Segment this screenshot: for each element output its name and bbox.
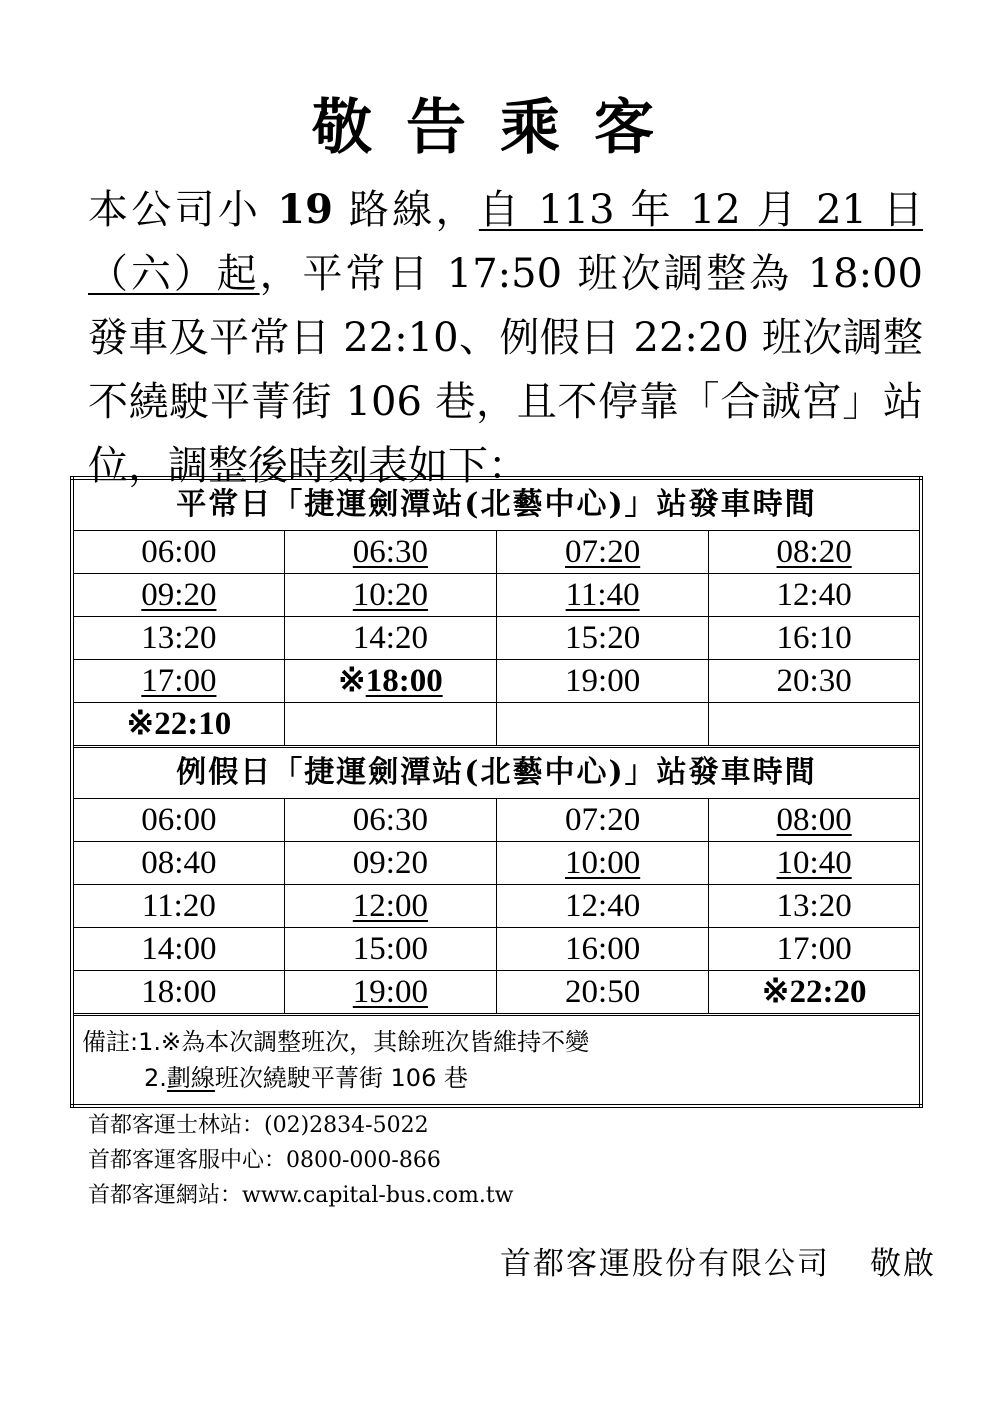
departure-time: 11:40 [565, 577, 640, 613]
departure-time: 22:20 [789, 974, 867, 1010]
weekday-time-cell [709, 574, 921, 617]
holiday-row [72, 928, 921, 971]
holiday-time-cell [709, 799, 921, 842]
departure-time: 13:20 [776, 888, 852, 924]
adjusted-marker: ※ [338, 663, 366, 699]
weekday-header: 平常日「捷運劍潭站(北藝中心)」站發車時間 [72, 478, 921, 531]
note-2-text: 班次繞駛平菁街 106 巷 [214, 1064, 468, 1092]
weekday-time-cell [497, 574, 709, 617]
holiday-time-cell [497, 842, 709, 885]
departure-time: 15:00 [352, 931, 428, 967]
note-2-underlined: 劃線 [166, 1064, 215, 1092]
weekday-time-cell [284, 660, 496, 703]
notes [72, 1015, 921, 1107]
weekday-row [72, 617, 921, 660]
departure-time: 12:40 [565, 888, 641, 924]
holiday-time-cell [709, 842, 921, 885]
weekday-time-cell [72, 574, 284, 617]
departure-time: 18:00 [365, 663, 443, 699]
holiday-row [72, 799, 921, 842]
departure-time: 20:50 [565, 974, 641, 1010]
weekday-time-cell [72, 703, 284, 747]
departure-time: 06:30 [352, 802, 428, 838]
weekday-time-cell [284, 617, 496, 660]
weekday-row [72, 574, 921, 617]
holiday-time-cell [284, 928, 496, 971]
departure-time: 20:30 [776, 663, 852, 699]
route-number: 19 [277, 186, 333, 233]
holiday-time-cell [72, 971, 284, 1015]
departure-time: 09:20 [141, 577, 217, 613]
contact-website: 首都客運網站：www.capital-bus.com.tw [88, 1183, 514, 1208]
departure-time: 08:00 [776, 802, 852, 838]
departure-time: 12:40 [776, 577, 852, 613]
effective-date: 自 113 年 12 月 21 日（六）起 [88, 187, 924, 297]
departure-time: 08:20 [776, 534, 852, 570]
weekday-time-cell [497, 660, 709, 703]
holiday-time-cell [72, 799, 284, 842]
weekday-time-cell [72, 617, 284, 660]
departure-time: 10:20 [352, 577, 428, 613]
intro-text-2: 路線， [332, 187, 479, 233]
departure-time: 06:00 [141, 534, 217, 570]
closing: 敬啟 [870, 1246, 936, 1282]
departure-time: 16:10 [776, 620, 852, 656]
departure-time: 16:00 [565, 931, 641, 967]
weekday-row [72, 531, 921, 574]
weekday-time-cell [284, 703, 496, 747]
departure-time: 11:20 [141, 888, 216, 924]
holiday-row [72, 842, 921, 885]
weekday-row [72, 703, 921, 747]
weekday-time-cell [709, 660, 921, 703]
weekday-time-cell [709, 531, 921, 574]
adjusted-marker: ※ [761, 974, 790, 1010]
weekday-time-cell [72, 660, 284, 703]
holiday-time-cell [284, 799, 496, 842]
company-name: 首都客運股份有限公司 [500, 1246, 830, 1282]
departure-time: 12:00 [352, 888, 428, 924]
departure-time: 14:00 [141, 931, 217, 967]
holiday-time-cell [284, 971, 496, 1015]
holiday-time-cell [497, 885, 709, 928]
departure-time: 13:20 [141, 620, 217, 656]
holiday-time-cell [72, 842, 284, 885]
weekday-time-cell [284, 531, 496, 574]
intro-text-3: ，平常日 17:50 班次調整為 18:00 發車及平常日 22:10、例假日 22:20 班次調整不繞駛平菁街 106 巷，且不停靠「合誠宮」站位，調整後時刻表如下： [88, 251, 923, 489]
holiday-time-cell [709, 928, 921, 971]
weekday-time-cell [72, 531, 284, 574]
holiday-time-cell [709, 885, 921, 928]
contact-shilin-station: 首都客運士林站：(02)2834-5022 [88, 1113, 429, 1138]
departure-time: 14:20 [352, 620, 428, 656]
weekday-time-cell [709, 617, 921, 660]
holiday-time-cell [284, 885, 496, 928]
departure-time: 06:30 [352, 534, 428, 570]
signature [500, 1238, 936, 1283]
departure-time: 07:20 [565, 534, 641, 570]
weekday-time-cell [709, 703, 921, 747]
holiday-time-cell [284, 842, 496, 885]
holiday-row [72, 971, 921, 1015]
contact-customer-service: 首都客運客服中心：0800-000-866 [88, 1148, 441, 1173]
note-2-prefix: 2. [144, 1064, 167, 1092]
notice-body [88, 178, 923, 498]
note-1: 備註:1.※為本次調整班次，其餘班次皆維持不變 [82, 1028, 590, 1056]
departure-time: 15:20 [565, 620, 641, 656]
holiday-time-cell [72, 928, 284, 971]
departure-time: 09:20 [352, 845, 428, 881]
weekday-time-cell [497, 703, 709, 747]
departure-time: 08:40 [141, 845, 217, 881]
departure-time: 17:00 [776, 931, 852, 967]
notice-title: 敬告乘客 [312, 93, 688, 163]
holiday-time-cell [497, 971, 709, 1015]
timetable [70, 476, 923, 1108]
departure-time: 17:00 [141, 663, 217, 699]
weekday-row [72, 660, 921, 703]
departure-time: 06:00 [141, 802, 217, 838]
departure-time: 19:00 [565, 663, 641, 699]
departure-time: 22:10 [154, 706, 232, 742]
holiday-row [72, 885, 921, 928]
weekday-time-cell [497, 617, 709, 660]
contact-info [88, 1108, 514, 1213]
departure-time: 10:40 [776, 845, 852, 881]
holiday-time-cell [497, 799, 709, 842]
departure-time: 19:00 [352, 974, 428, 1010]
note-2 [82, 1060, 911, 1096]
weekday-time-cell [497, 531, 709, 574]
holiday-time-cell [72, 885, 284, 928]
departure-time: 18:00 [141, 974, 217, 1010]
departure-time: 10:00 [565, 845, 641, 881]
holiday-header: 例假日「捷運劍潭站(北藝中心)」站發車時間 [72, 747, 921, 799]
departure-time: 07:20 [565, 802, 641, 838]
holiday-time-cell [709, 971, 921, 1015]
intro-text-1: 本公司小 [88, 187, 278, 233]
adjusted-marker: ※ [126, 706, 155, 742]
holiday-time-cell [497, 928, 709, 971]
weekday-time-cell [284, 574, 496, 617]
